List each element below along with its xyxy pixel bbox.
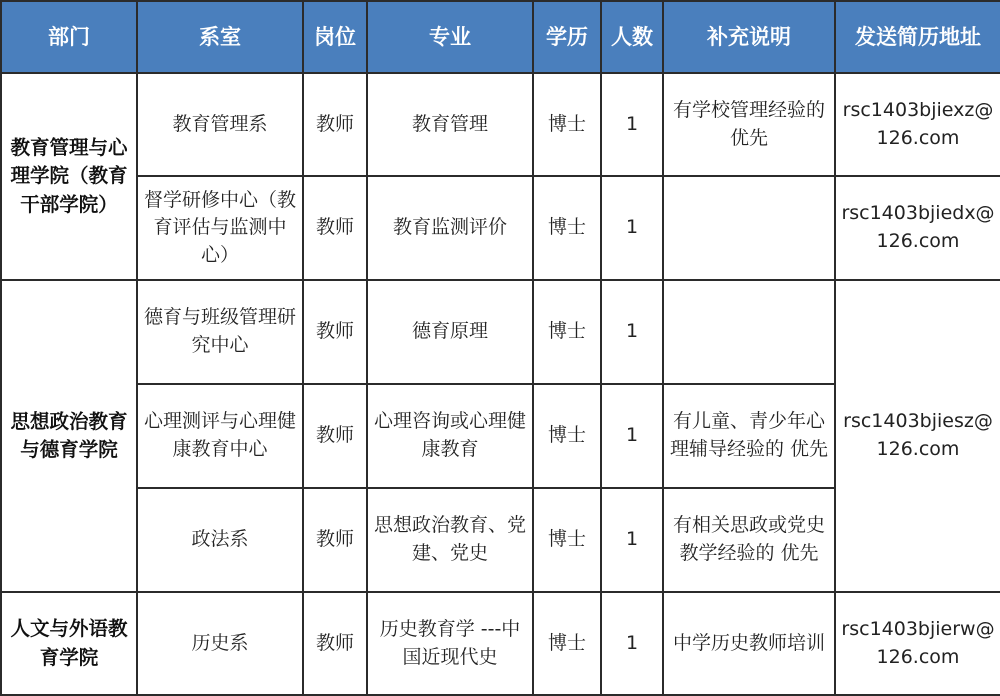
count-cell: 1 [601, 592, 663, 695]
degree-cell: 博士 [533, 592, 601, 695]
note-cell: 有儿童、青少年心理辅导经验的 优先 [663, 384, 835, 488]
table-row [1, 176, 1000, 280]
office-cell: 教育管理系 [137, 73, 303, 176]
header-row [1, 1, 1000, 73]
major-cell: 心理咨询或心理健康教育 [367, 384, 533, 488]
position-cell: 教师 [303, 384, 367, 488]
email-cell: rsc1403bjiedx@126.com [835, 176, 1000, 280]
count-cell: 1 [601, 280, 663, 384]
position-cell: 教师 [303, 488, 367, 592]
note-cell: 中学历史教师培训 [663, 592, 835, 695]
department-cell: 教育管理与心理学院（教育干部学院） [1, 73, 137, 280]
degree-cell: 博士 [533, 73, 601, 176]
major-cell: 思想政治教育、党建、党史 [367, 488, 533, 592]
department-cell: 思想政治教育与德育学院 [1, 280, 137, 592]
count-cell: 1 [601, 384, 663, 488]
header-count: 人数 [601, 1, 663, 73]
office-cell: 历史系 [137, 592, 303, 695]
office-cell: 心理测评与心理健康教育中心 [137, 384, 303, 488]
header-note: 补充说明 [663, 1, 835, 73]
office-cell: 督学研修中心（教育评估与监测中心） [137, 176, 303, 280]
note-cell: 有相关思政或党史教学经验的 优先 [663, 488, 835, 592]
note-cell: 有学校管理经验的优先 [663, 73, 835, 176]
office-cell: 德育与班级管理研究中心 [137, 280, 303, 384]
header-major: 专业 [367, 1, 533, 73]
degree-cell: 博士 [533, 488, 601, 592]
table-row [1, 592, 1000, 695]
count-cell: 1 [601, 176, 663, 280]
table-row [1, 73, 1000, 176]
position-cell: 教师 [303, 280, 367, 384]
degree-cell: 博士 [533, 384, 601, 488]
degree-cell: 博士 [533, 280, 601, 384]
count-cell: 1 [601, 73, 663, 176]
major-cell: 德育原理 [367, 280, 533, 384]
major-cell: 教育管理 [367, 73, 533, 176]
note-cell [663, 176, 835, 280]
table-row [1, 280, 1000, 384]
position-cell: 教师 [303, 176, 367, 280]
header-department: 部门 [1, 1, 137, 73]
count-cell: 1 [601, 488, 663, 592]
header-email: 发送简历地址 [835, 1, 1000, 73]
email-cell: rsc1403bjierw@126.com [835, 592, 1000, 695]
major-cell: 教育监测评价 [367, 176, 533, 280]
position-cell: 教师 [303, 73, 367, 176]
major-cell: 历史教育学 ---中国近现代史 [367, 592, 533, 695]
header-degree: 学历 [533, 1, 601, 73]
office-cell: 政法系 [137, 488, 303, 592]
note-cell [663, 280, 835, 384]
department-cell: 人文与外语教育学院 [1, 592, 137, 695]
header-office: 系室 [137, 1, 303, 73]
email-cell: rsc1403bjiexz@126.com [835, 73, 1000, 176]
header-position: 岗位 [303, 1, 367, 73]
degree-cell: 博士 [533, 176, 601, 280]
position-cell: 教师 [303, 592, 367, 695]
email-cell: rsc1403bjiesz@126.com [835, 280, 1000, 592]
